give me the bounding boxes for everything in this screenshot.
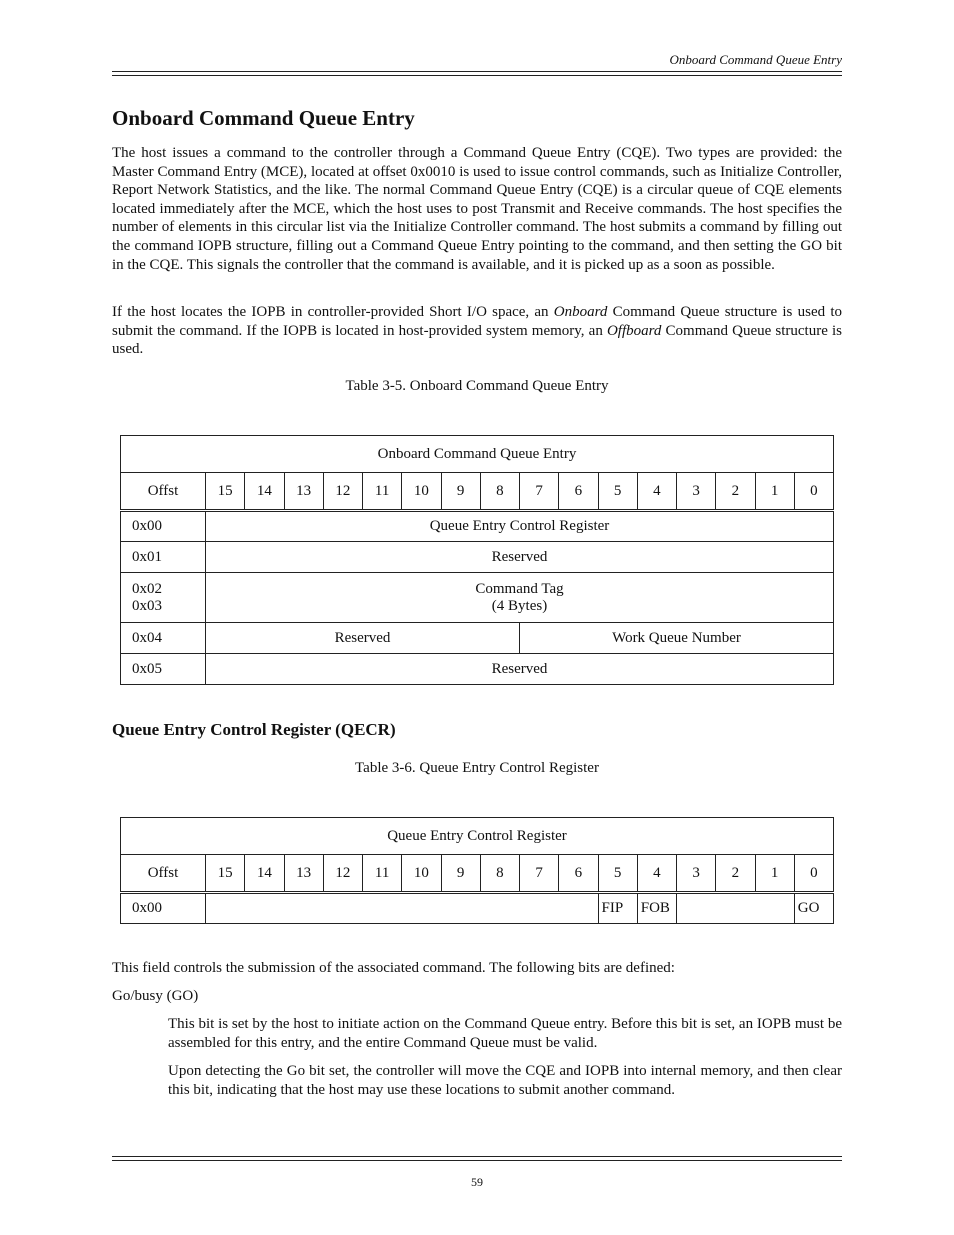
bit-header: 11 [363,855,402,893]
table-caption: Table 3-6. Queue Entry Control Register [355,760,599,776]
row-offset [121,573,206,623]
bit-header: 8 [480,855,519,893]
emphasis-onboard: Onboard [553,304,608,320]
iopb-location-paragraph [112,303,842,359]
bit-header: 12 [323,855,362,893]
bit-header: 1 [755,855,794,893]
header-rule [112,75,842,76]
bit-header: 11 [363,473,402,511]
bit-header: 14 [245,855,284,893]
bit-header: 6 [559,855,598,893]
row-offset: 0x00 [121,893,206,924]
bit-header: 2 [716,855,755,893]
row-field: Queue Entry Control Register [206,511,834,542]
offset-header: Offst [121,855,206,893]
fip-bit: FIP [598,893,637,924]
emphasis-offboard: Offboard [606,322,662,339]
bit-header: 0 [794,855,833,893]
bit-header: 15 [206,855,245,893]
definition-text: Upon detecting the Go bit set, the controller will move the CQE and IOPB into internal memory, and then clear this bit, indicating that the host may use these locations to submit another command. [168,1063,842,1098]
field-line: Command Tag [475,580,564,597]
row-offset: 0x05 [121,654,206,685]
table-row [121,893,834,924]
go-bit: GO [794,893,833,924]
table-caption: Table 3-5. Onboard Command Queue Entry [345,378,609,394]
bit-header: 9 [441,855,480,893]
definition-term: Go/busy (GO) [112,988,199,1004]
table-row [121,623,834,654]
bit-header: 6 [559,473,598,511]
bit-header: 14 [245,473,284,511]
bit-header: 5 [598,473,637,511]
reserved-bits [206,893,599,924]
footer-rule [112,1156,842,1157]
bit-header: 1 [755,473,794,511]
bit-header: 13 [284,855,323,893]
bit-header: 13 [284,473,323,511]
text-run: Command Queue structure is used. [112,322,842,358]
table-row [121,654,834,685]
footer-rule [112,1160,842,1161]
section-title: Onboard Command Queue Entry [112,106,415,130]
fob-bit: FOB [637,893,676,924]
row-offset: 0x01 [121,542,206,573]
bit-header: 12 [323,473,362,511]
row-field: Reserved [206,542,834,573]
table-row [121,511,834,542]
row-field [206,573,834,623]
bit-header: 5 [598,855,637,893]
bit-header: 10 [402,473,441,511]
reserved-bits [677,893,795,924]
running-header: Onboard Command Queue Entry [669,52,842,67]
table-row [121,573,834,623]
bit-header: 10 [402,855,441,893]
header-rule [112,71,842,72]
table-title: Queue Entry Control Register [121,818,834,855]
subsection-title: Queue Entry Control Register (QECR) [112,720,396,739]
bit-header: 7 [520,855,559,893]
row-field-low: Work Queue Number [520,623,834,654]
intro-paragraph: The host issues a command to the controller through a Command Queue Entry (CQE). Two types are provided: the Master Command Entry (MCE), located at offset 0x0010 is used to issue control commands, such as Initialize Controller, Report Network Statistics, and the like. The normal Command Queue Entry (CQE) is a circular queue of CQE elements located immediately after the MCE, which the host uses to post Transmit and Receive commands. The host specifies the number of elements in this circular list via the Initialize Controller command. The host submits a command by filling out the command IOPB structure, filling out a Command Queue Entry pointing to the command, and then setting the GO bit in the CQE. This signals the controller that the command is available, and it is picked up as a soon as possible. [112,145,842,273]
bit-header: 7 [520,473,559,511]
bit-header: 4 [637,855,676,893]
field-description: This field controls the submission of the associated command. The following bits are defined: [112,960,675,976]
bit-header: 3 [677,473,716,511]
text-run: Command Queue structure is used to submit the command. If the IOPB is located in host-provided system memory, an [112,304,842,339]
table-row [121,542,834,573]
onboard-cqe-table [120,435,834,685]
bit-header: 0 [794,473,833,511]
row-offset: 0x00 [121,511,206,542]
bit-header: 3 [677,855,716,893]
qecr-table [120,817,834,924]
definition-text: This bit is set by the host to initiate action on the Command Queue entry. Before this bit is set, an IOPB must be assembled for this entry, and the entire Command Queue must be valid. [168,1016,842,1051]
offset-line: 0x02 [132,580,162,597]
bit-header: 4 [637,473,676,511]
bit-header: 9 [441,473,480,511]
bit-header: 8 [480,473,519,511]
page-number: 59 [471,1175,483,1189]
bit-header: 2 [716,473,755,511]
bit-header: 15 [206,473,245,511]
row-field-high: Reserved [206,623,520,654]
table-title: Onboard Command Queue Entry [121,436,834,473]
row-field: Reserved [206,654,834,685]
text-run: If the host locates the IOPB in controller-provided Short I/O space, an [112,304,554,320]
offset-line: 0x03 [132,597,162,614]
row-offset: 0x04 [121,623,206,654]
offset-header: Offst [121,473,206,511]
field-line: (4 Bytes) [491,597,548,614]
